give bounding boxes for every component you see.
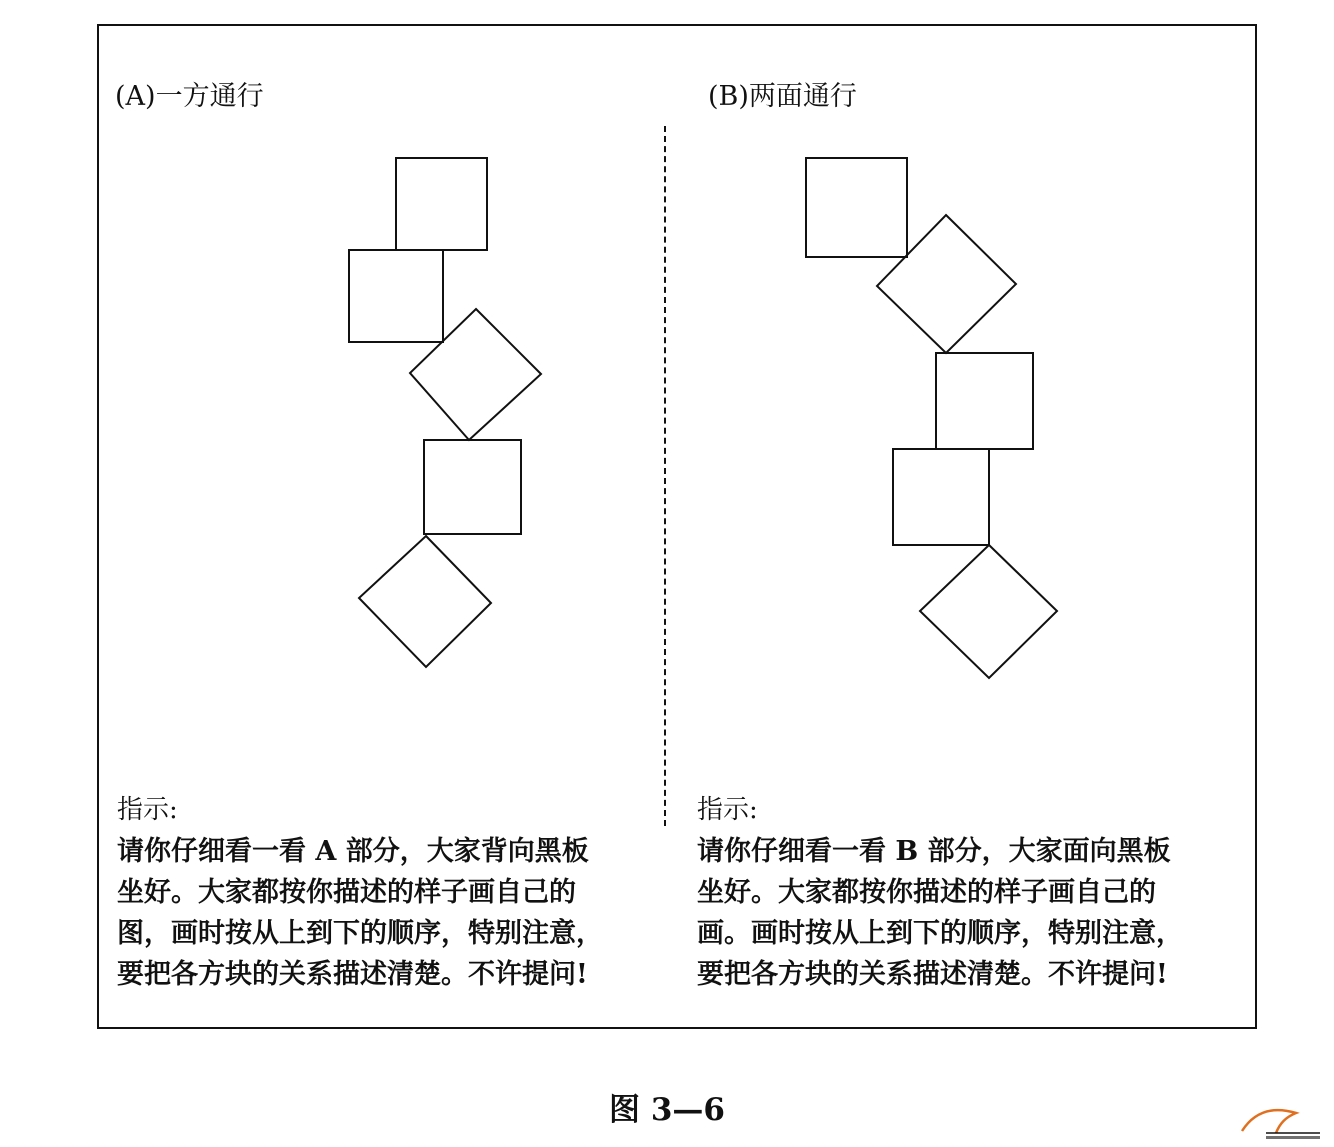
panel-a-title: (A)一方通行 [115,81,264,112]
panel-b-diamond-1 [877,215,1016,353]
panel-a-square-1 [396,158,487,250]
panel-b-square-3 [893,449,989,545]
panel-b-instruction-line: 请你仔细看一看 B 部分，大家面向黑板 [697,836,1171,867]
panel-b-figure [806,158,1057,678]
panel-b-instructions [697,790,1237,995]
panel-a-diamond-2 [359,536,491,667]
panel-b-title: (B)两面通行 [708,81,857,112]
panel-a-instruction-line: 坐好。大家都按你描述的样子画自己的 [117,877,576,908]
panel-b-instruction-line: 要把各方块的关系描述清楚。不许提问! [697,959,1168,990]
figure-caption: 图 3—6 [609,1092,725,1128]
panel-a-square-3 [424,440,521,534]
panel-b-instruction-line: 画。画时按从上到下的顺序，特别注意， [697,918,1183,949]
publisher-logo-icon [1236,1103,1326,1143]
panel-a-figure [349,158,541,667]
panel-b-instruction-line: 坐好。大家都按你描述的样子画自己的 [697,877,1156,908]
panel-a-instruction-label: 指示: [117,795,178,825]
panel-b-square-2 [936,353,1033,449]
panel-a-instruction-line: 请你仔细看一看 A 部分，大家背向黑板 [117,836,589,867]
panel-a-instruction-line: 图，画时按从上到下的顺序，特别注意， [117,918,603,949]
panel-a-instructions [117,790,657,995]
panel-a-diamond-1 [410,309,541,440]
panel-b-diamond-2 [920,545,1057,678]
panel-a-square-2 [349,250,443,342]
panel-a-instruction-line: 要把各方块的关系描述清楚。不许提问! [117,959,588,990]
panel-b-square-1 [806,158,907,257]
panel-b-instruction-label: 指示: [697,795,758,825]
